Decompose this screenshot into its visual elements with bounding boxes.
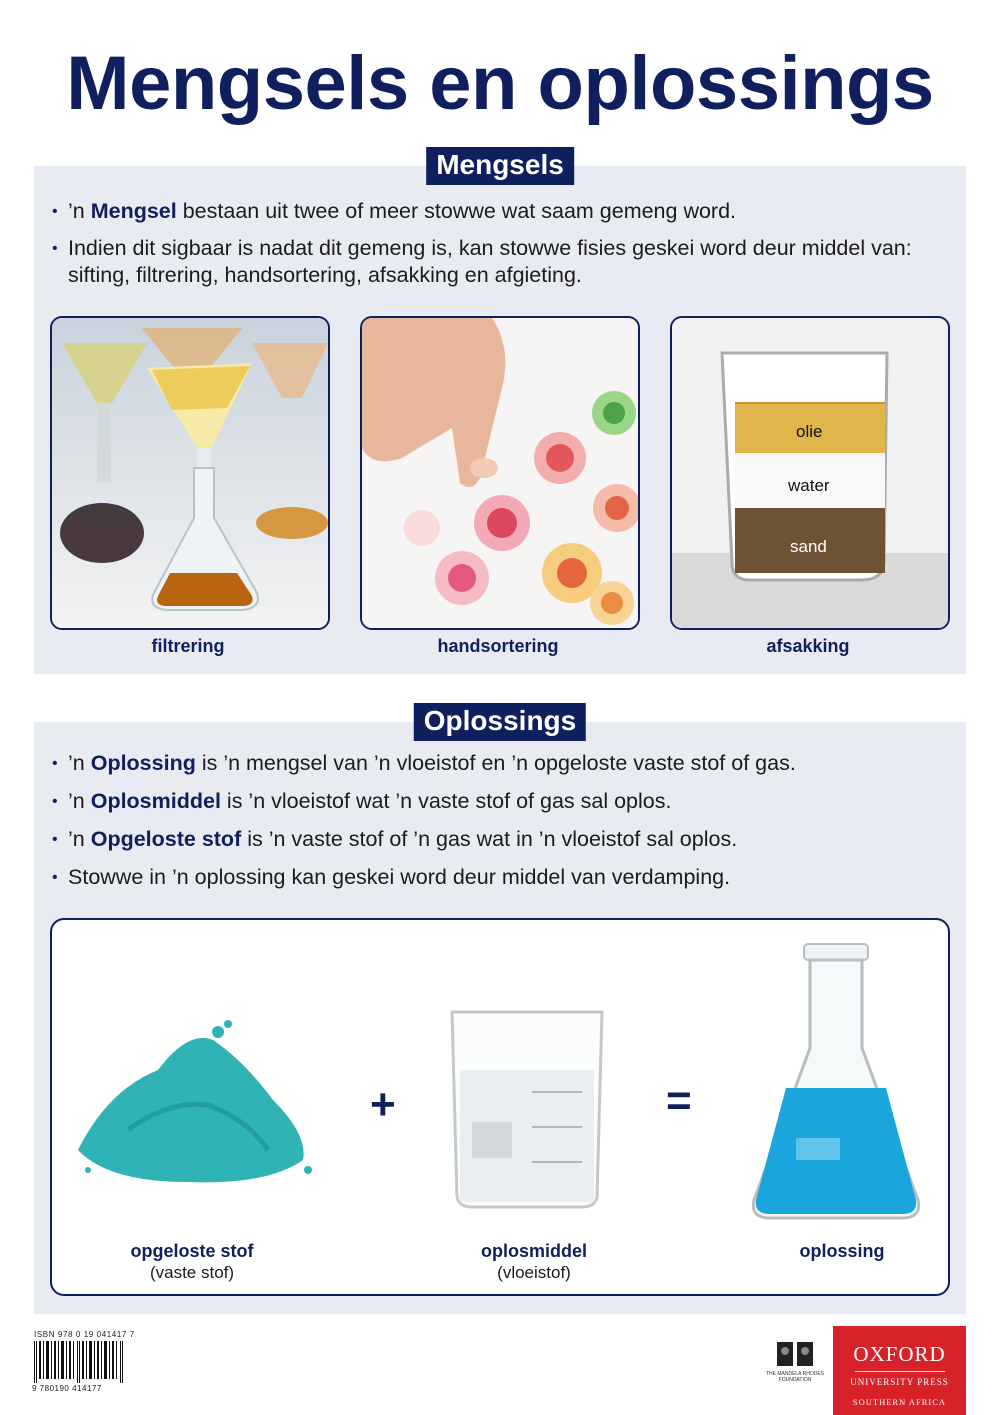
handsortering-photo [360, 316, 640, 630]
mandela-rhodes-logo [760, 1340, 830, 1390]
filtrering-photo [50, 316, 330, 630]
plus-sign: + [370, 1080, 396, 1129]
flask-image [746, 938, 926, 1228]
barcode-number: 9 780190 414177 [32, 1384, 102, 1393]
caption-handsortering: handsortering [437, 636, 559, 656]
oplossings-bullet-2: • ’n Oplosmiddel is ’n vloeistof wat ’n vaste stof of gas sal oplos. [52, 788, 952, 815]
solution-label: oplossing [799, 1241, 885, 1261]
layer-sand: sand [790, 537, 827, 556]
powder-image [68, 1010, 318, 1190]
publisher-region: SOUTHERN AFRICA [852, 1397, 947, 1407]
term-oplossing: Oplossing [90, 751, 196, 775]
mengsels-bullet-2: • Indien dit sigbaar is nadat dit gemeng is, kan stowwe fisies geskei word deur middel van: sifting, filtrering, handsortering, afsakking en afgieting. [52, 235, 952, 289]
caption-filtrering: filtrering [151, 636, 225, 656]
oplossings-bullet-4: • Stowwe in ’n oplossing kan geskei word deur middel van verdamping. [52, 864, 952, 891]
mengsels-section [34, 149, 966, 674]
mengsels-heading: Mengsels [426, 147, 574, 185]
publisher-subname: UNIVERSITY PRESS [850, 1377, 949, 1387]
isbn-text: ISBN 978 0 19 041417 7 [34, 1330, 135, 1339]
equation-box [50, 918, 950, 1296]
caption-afsakking: afsakking [766, 636, 850, 656]
oplossings-section [34, 705, 966, 1314]
oplossings-heading: Oplossings [414, 703, 586, 741]
mengsels-bullet-1: • ’n Mengsel bestaan uit twee of meer stowwe wat saam gemeng word. [52, 198, 952, 225]
publisher-name: OXFORD [853, 1342, 946, 1366]
term-opgeloste-stof: Opgeloste stof [90, 827, 242, 851]
term-mengsel: Mengsel [90, 199, 177, 223]
solvent-label: oplosmiddel (vloeistof) [480, 1241, 587, 1282]
layer-olie: olie [796, 422, 823, 441]
oplossings-bullet-3: • ’n Opgeloste stof is ’n vaste stof of ’n gas wat in ’n vloeistof sal oplos. [52, 826, 952, 853]
barcode [34, 1341, 124, 1383]
solute-label: opgeloste stof (vaste stof) [130, 1241, 254, 1282]
oxford-logo [833, 1326, 966, 1415]
mengsels-bullets [52, 198, 952, 299]
afsakking-photo [670, 316, 950, 630]
term-oplosmiddel: Oplosmiddel [90, 789, 221, 813]
oplossings-bullet-1: • ’n Oplossing is ’n mengsel van ’n vloeistof en ’n opgeloste vaste stof of gas. [52, 750, 952, 777]
oplossings-bullets [52, 750, 952, 902]
foundation-name: THE MANDELA RHODES FOUNDATION [765, 1371, 825, 1383]
equals-sign: = [666, 1076, 692, 1125]
page-title: Mengsels en oplossings [66, 41, 934, 126]
layer-water: water [788, 476, 830, 495]
beaker-image [442, 1002, 612, 1212]
